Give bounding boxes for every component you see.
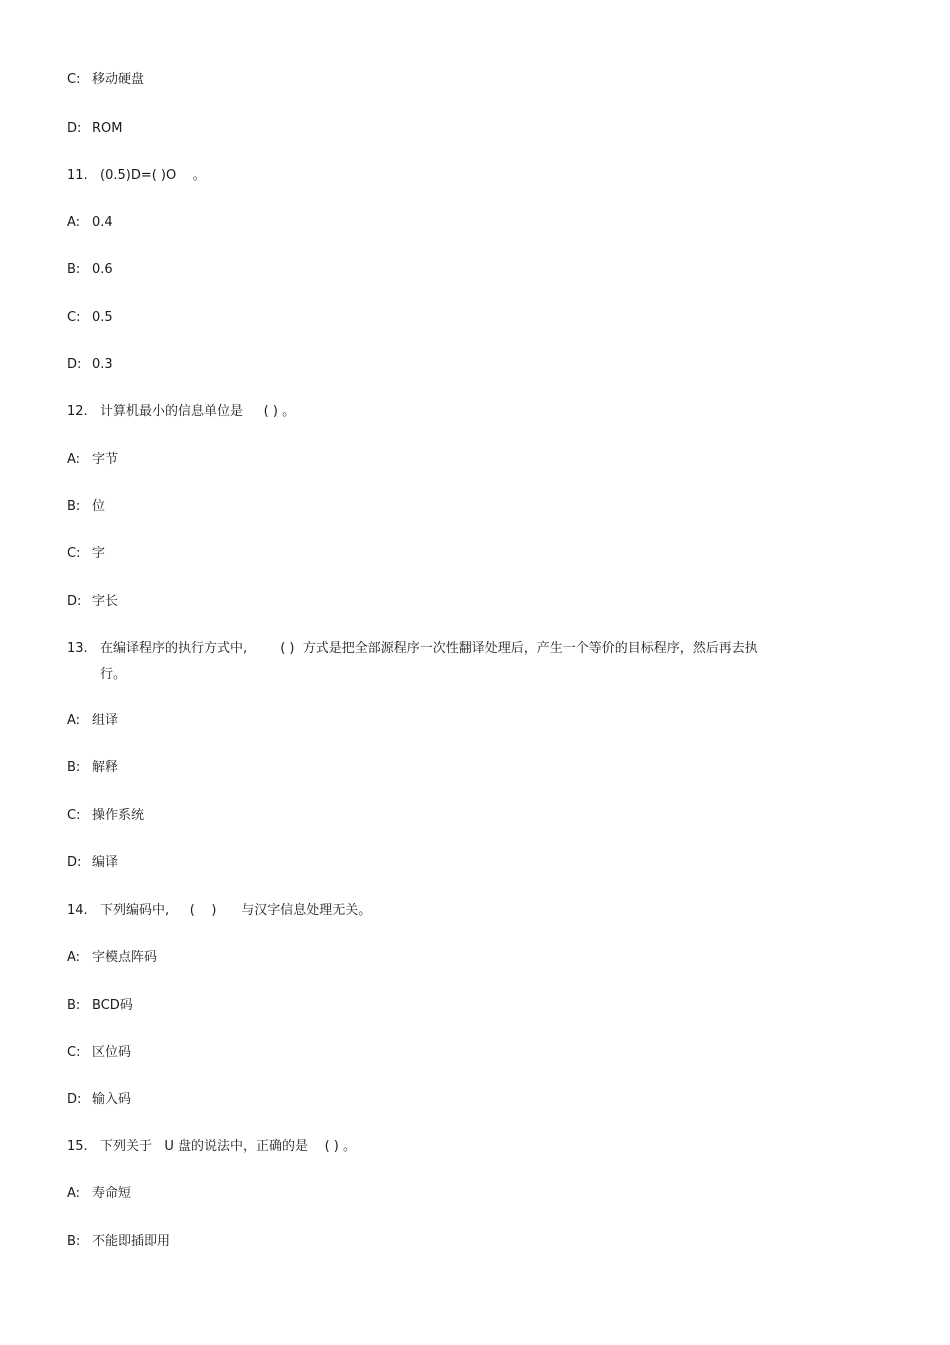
- option-text: 移动硬盘: [92, 72, 145, 87]
- option-a: [67, 712, 118, 730]
- option-text: BCD码: [92, 998, 133, 1013]
- question-number: 11.: [67, 168, 88, 183]
- option-a: [67, 451, 118, 469]
- question-text: 在编译程序的执行方式中, ( ) 方式是把全部源程序一次性翻译处理后，产生一个等价的目标程序，然后再去执: [100, 641, 758, 656]
- option-c: [67, 71, 144, 89]
- question-number: 12.: [67, 404, 88, 419]
- option-text: 0.3: [92, 357, 113, 372]
- question-text: 下列编码中, ( ) 与汉字信息处理无关。: [100, 903, 372, 918]
- option-label: C:: [67, 72, 81, 87]
- option-a: [67, 214, 113, 232]
- option-b: [67, 997, 133, 1015]
- option-label: D:: [67, 855, 82, 870]
- option-text: 组译: [92, 713, 119, 728]
- option-a: [67, 949, 157, 967]
- option-d: [67, 1091, 131, 1109]
- question-text: 计算机最小的信息单位是 ( ) 。: [100, 404, 296, 419]
- question-text: (0.5)D=( )O 。: [100, 168, 206, 183]
- option-b: [67, 261, 113, 279]
- option-d: [67, 120, 122, 138]
- option-text: 字模点阵码: [92, 950, 158, 965]
- option-c: [67, 309, 113, 327]
- option-d: [67, 854, 118, 872]
- option-label: A:: [67, 452, 81, 467]
- option-label: A:: [67, 713, 81, 728]
- option-label: C:: [67, 1045, 81, 1060]
- option-label: D:: [67, 1092, 82, 1107]
- option-text: 0.4: [92, 215, 113, 230]
- option-text: 编译: [92, 855, 119, 870]
- question-text: 下列关于 U 盘的说法中，正确的是 ( ) 。: [100, 1139, 356, 1154]
- option-label: B:: [67, 998, 81, 1013]
- option-text: 字: [92, 546, 106, 561]
- question-number: 13.: [67, 641, 88, 656]
- option-text: ROM: [92, 121, 123, 136]
- option-label: A:: [67, 215, 81, 230]
- option-a: [67, 1185, 131, 1203]
- option-label: B:: [67, 499, 81, 514]
- option-label: B:: [67, 262, 81, 277]
- option-label: C:: [67, 808, 81, 823]
- option-text: 区位码: [92, 1045, 132, 1060]
- option-text: 解释: [92, 760, 119, 775]
- option-c: [67, 807, 144, 825]
- option-text: 字节: [92, 452, 119, 467]
- option-text: 操作系统: [92, 808, 145, 823]
- question-number: 15.: [67, 1139, 88, 1154]
- option-b: [67, 498, 105, 516]
- option-d: [67, 356, 113, 374]
- question-12: [67, 403, 295, 421]
- question-14: [67, 902, 371, 920]
- question-13: [67, 640, 758, 658]
- option-d: [67, 593, 118, 611]
- option-label: B:: [67, 760, 81, 775]
- option-label: B:: [67, 1234, 81, 1249]
- question-11: [67, 167, 206, 185]
- option-c: [67, 1044, 131, 1062]
- option-label: C:: [67, 310, 81, 325]
- option-text: 位: [92, 499, 106, 514]
- option-label: D:: [67, 357, 82, 372]
- question-15: [67, 1138, 356, 1156]
- option-text: 输入码: [92, 1092, 132, 1107]
- option-text: 0.5: [92, 310, 113, 325]
- option-b: [67, 759, 118, 777]
- option-b: [67, 1233, 170, 1251]
- option-label: D:: [67, 594, 82, 609]
- question-13-continuation: 行。: [100, 667, 127, 682]
- option-text: 字长: [92, 594, 119, 609]
- option-label: A:: [67, 1186, 81, 1201]
- option-text: 不能即插即用: [92, 1234, 171, 1249]
- option-label: C:: [67, 546, 81, 561]
- option-text: 寿命短: [92, 1186, 132, 1201]
- question-number: 14.: [67, 903, 88, 918]
- option-label: D:: [67, 121, 82, 136]
- option-text: 0.6: [92, 262, 113, 277]
- option-label: A:: [67, 950, 81, 965]
- option-c: [67, 545, 105, 563]
